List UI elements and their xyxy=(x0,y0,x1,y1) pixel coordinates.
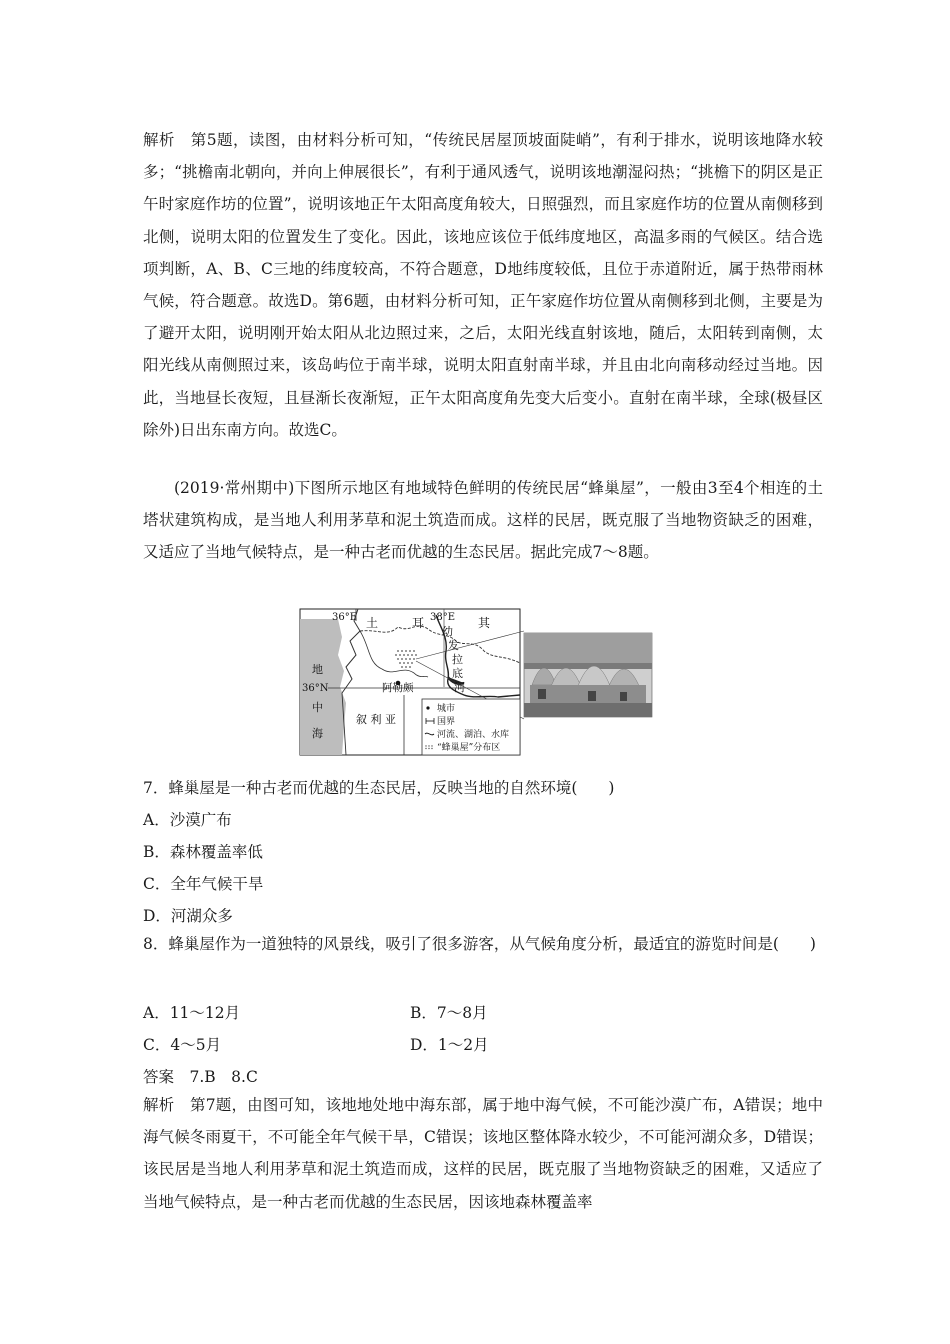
sea-label-3: 海 xyxy=(312,727,323,740)
river-label-1: 幼 xyxy=(442,625,453,638)
question-8-option-a: A．11～12月 xyxy=(143,1004,241,1022)
question-7-stem: 7．蜂巢屋是一种古老而优越的生态民居，反映当地的自然环境( ) xyxy=(143,779,615,797)
question-8-option-d: D．1～2月 xyxy=(410,1036,489,1054)
legend-city: 城市 xyxy=(437,704,456,714)
longitude-38-label: 38°E xyxy=(430,612,456,623)
question-8-option-c: C．4～5月 xyxy=(143,1036,222,1054)
analysis-q7-q8: 解析 第7题，由图可知，该地地处地中海东部，属于地中海气候，不可能沙漠广布，A错误；地中海气候冬雨夏干，不可能全年气候干旱，C错误；该地区整体降水较少，不可能河湖众多，D错误；该民居是当地人利用茅草和泥土筑造而成，这样的民居，既克服了当地物资缺乏的困难，又适应了当地气候特点，是一种古老而优越的生态民居，因该地森林覆盖率 xyxy=(143,1096,823,1211)
legend-beehive-area: “蜂巢屋”分布区 xyxy=(437,743,501,753)
question-7-option-c: C．全年气候干旱 xyxy=(143,875,264,893)
question-8-stem: 8．蜂巢屋作为一道独特的风景线，吸引了很多游客，从气候角度分析，最适宜的游览时间是( ) xyxy=(143,935,816,953)
sea-label-2: 中 xyxy=(312,701,323,714)
turkey-label-2: 耳 xyxy=(412,616,425,630)
map-svg xyxy=(298,607,658,759)
legend-border: 国界 xyxy=(437,717,456,727)
latitude-36-label: 36°N xyxy=(302,683,329,694)
longitude-36-label: 36°E xyxy=(332,612,358,623)
sea-label-1: 地 xyxy=(312,663,323,676)
aleppo-label: 阿勒颇 xyxy=(382,682,414,694)
map-figure xyxy=(298,607,658,759)
river-label-3: 拉 xyxy=(452,653,463,666)
question-8-option-b: B．7～8月 xyxy=(410,1004,488,1022)
question-intro: (2019·常州期中)下图所示地区有地域特色鲜明的传统民居“蜂巢屋”，一般由3至4个相连的土塔状建筑构成，是当地人利用茅草和泥土筑造而成。这样的民居，既克服了当地物资缺乏的困难，又适应了当地气候特点，是一种古老而优越的生态民居。据此完成7～8题。 xyxy=(143,479,823,562)
beehive-house-photo xyxy=(524,633,652,717)
turkey-label-3: 其 xyxy=(478,616,491,630)
legend-water: 河流、湖泊、水库 xyxy=(437,730,510,740)
question-7-option-d: D．河湖众多 xyxy=(143,907,233,925)
analysis-q5-q6: 解析 第5题，读图，由材料分析可知，“传统民居屋顶坡面陡峭”，有利于排水，说明该地降水较多；“挑檐南北朝向，并向上伸展很长”，有利于通风透气，说明该地潮湿闷热；“挑檐下的阴区是正午时家庭作坊的位置”，说明该地正午太阳高度角较大，日照强烈，而且家庭作坊的位置从南侧移到北侧，说明太阳的位置发生了变化。因此，该地应该位于低纬度地区，高温多雨的气候区。结合选项判断，A、B、C三地的纬度较高，不符合题意，D地纬度较低，且位于赤道附近，属于热带雨林气候，符合题意。故选D。第6题，由材料分析可知，正午家庭作坊位置从南侧移到北侧，主要是为了避开太阳，说明刚开始太阳从北边照过来，之后，太阳光线直射该地，随后，太阳转到南侧，太阳光线从南侧照过来，该岛屿位于南半球，说明太阳直射南半球，并且由北向南移动经过当地。因此，当地昼长夜短，且昼渐长夜渐短，正午太阳高度角先变大后变小。直射在南半球，全球(极昼区除外)日出东南方向。故选C。 xyxy=(143,131,823,439)
river-label-5: 河 xyxy=(454,681,465,694)
river-label-4: 底 xyxy=(452,667,463,680)
turkey-label-1: 土 xyxy=(366,616,379,630)
question-7-option-a: A．沙漠广布 xyxy=(143,811,232,829)
answer-line: 答案 7.B 8.C xyxy=(143,1068,258,1086)
river-label-2: 发 xyxy=(448,639,459,652)
question-7-option-b: B．森林覆盖率低 xyxy=(143,843,263,861)
syria-label: 叙 利 亚 xyxy=(356,713,396,726)
